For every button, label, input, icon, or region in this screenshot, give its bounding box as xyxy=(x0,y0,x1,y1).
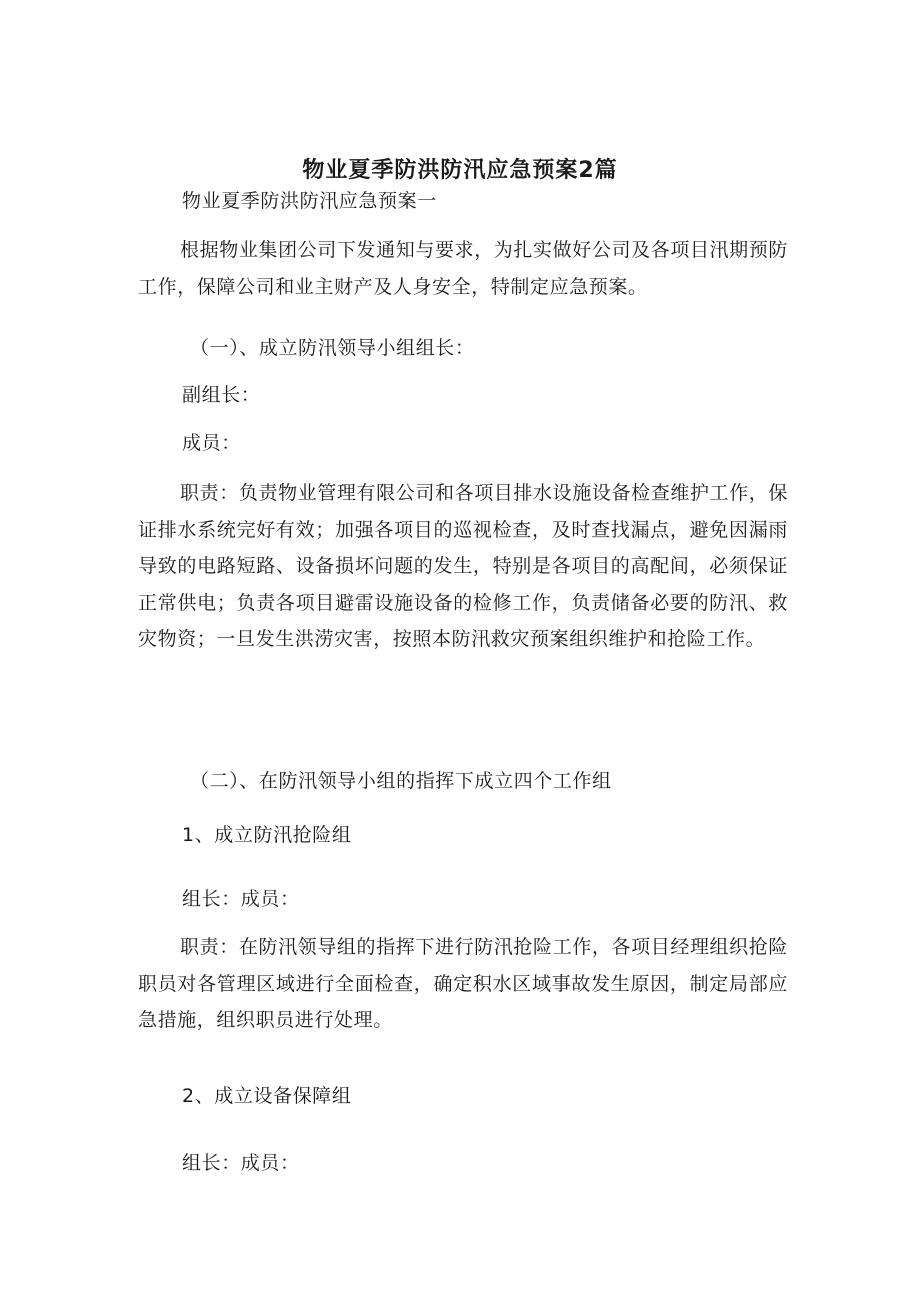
section2-heading: （二）、在防汛领导小组的指挥下成立四个工作组 xyxy=(190,770,612,792)
intro-paragraph: 根据物业集团公司下发通知与要求，为扎实做好公司及各项目汛期预防工作，保障公司和业主财产及人身安全，特制定应急预案。 xyxy=(138,239,788,298)
section1-duty-paragraph: 职责：负责物业管理有限公司和各项目排水设施设备检查维护工作，保证排水系统完好有效；加强各项目的巡视检查，及时查找漏点，避免因漏雨导致的电路短路、设备损坏问题的发生，特别是各项目的高配间，必须保证正常供电；负责各项目避雷设施设备的检修工作，负责储备必要的防汛、救灾物资；一旦发生洪涝灾害，按照本防汛救灾预案组织维护和抢险工作。 xyxy=(138,482,788,651)
section1-heading: （一）、成立防汛领导小组组长： xyxy=(190,337,475,359)
document-subtitle: 物业夏季防洪防汛应急预案一 xyxy=(182,190,437,212)
group1-duty-paragraph: 职责：在防汛领导组的指挥下进行防汛抢险工作，各项目经理组织抢险职员对各管理区域进行全面检查，确定积水区域事故发生原因，制定局部应急措施，组织职员进行处理。 xyxy=(138,936,788,1032)
group1-leader-members: 组长：成员： xyxy=(182,888,300,910)
group2-leader-members: 组长：成员： xyxy=(182,1152,300,1174)
deputy-leader-label: 副组长： xyxy=(182,384,261,406)
members-label: 成员： xyxy=(182,432,241,454)
group2-heading: 2、成立设备保障组 xyxy=(182,1085,352,1107)
document-title: 物业夏季防洪防汛应急预案2篇 xyxy=(302,157,618,183)
group1-heading: 1、成立防汛抢险组 xyxy=(182,824,352,846)
